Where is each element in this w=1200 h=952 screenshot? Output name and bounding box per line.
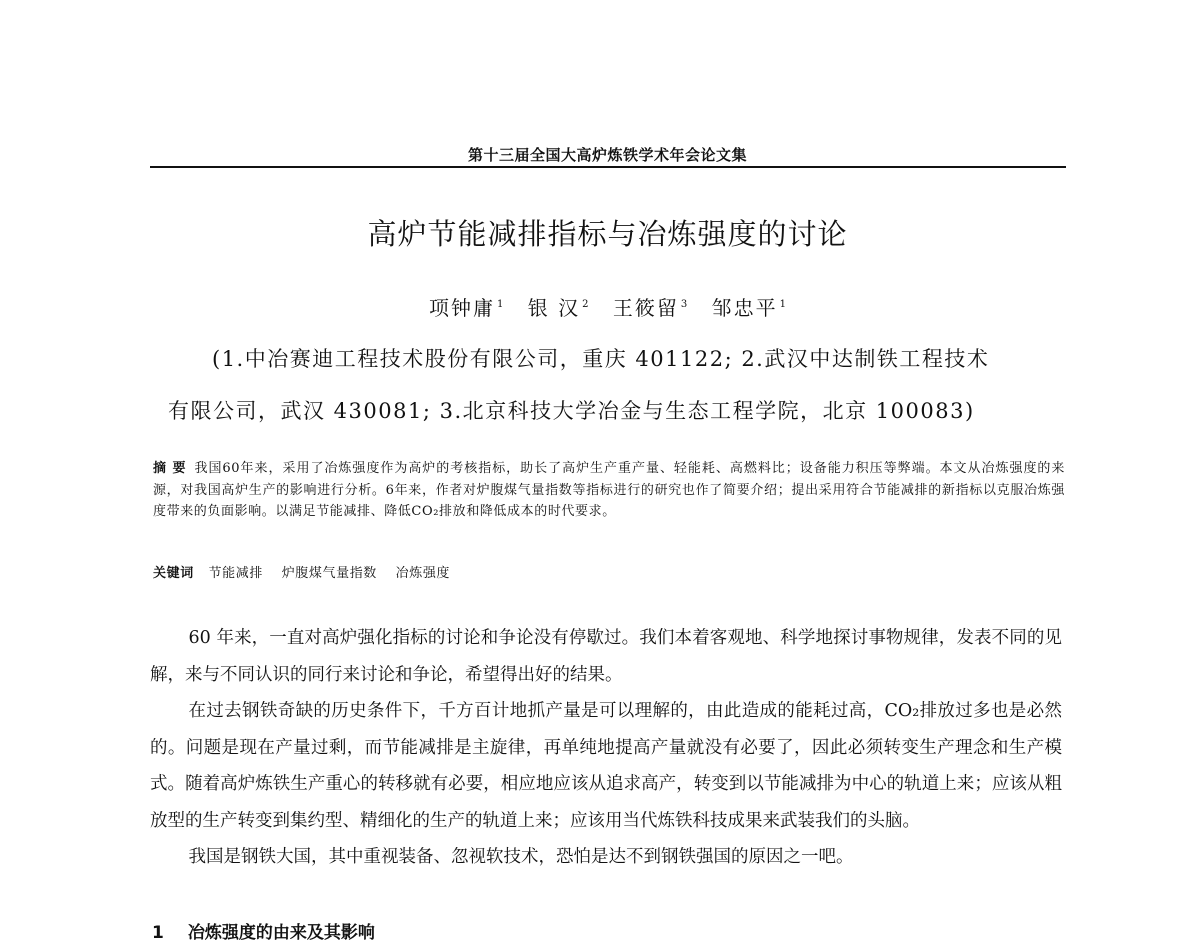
section-heading (152, 918, 375, 943)
keywords-label: 关键词 (153, 566, 194, 581)
header-rule (150, 166, 1066, 168)
author-affil-mark: 1 (779, 299, 786, 311)
author (712, 296, 786, 320)
keyword: 冶炼强度 (395, 566, 451, 581)
author-name: 邹忠平 (711, 296, 778, 320)
author-name: 王筱留 (612, 296, 679, 320)
author-name: 银 汉 (527, 296, 581, 320)
body-paragraph: 我国是钢铁大国，其中重视装备、忽视软技术，恐怕是达不到钢铁强国的原因之一吧。 (188, 847, 854, 867)
keywords (153, 562, 464, 581)
keyword: 炉腹煤气量指数 (281, 566, 377, 581)
author (429, 296, 503, 320)
author (528, 296, 589, 320)
abstract-label: 摘 要 (153, 461, 187, 476)
body-paragraph: 在过去钢铁奇缺的历史条件下，千方百计地抓产量是可以理解的，由此造成的能耗过高，CO₂排放过多也是必然的。问题是现在产量过剩，而节能减排是主旋律，再单纯地提高产量就没有必要了，因此必须转变生产理念和生产模式。随着高炉炼铁生产重心的转移就有必要，相应地应该从追求高产，转变到以节能减排为中心的轨道上来；应该从粗放型的生产转变到集约型、精细化的生产的轨道上来；应该用当代炼铁科技成果来武装我们的头脑。 (150, 701, 1062, 831)
abstract-text: 我国60年来，采用了冶炼强度作为高炉的考核指标，助长了高炉生产重产量、轻能耗、高燃料比；设备能力积压等弊端。本文从冶炼强度的来源，对我国高炉生产的影响进行分析。6年来，作者对炉腹煤气量指数等指标进行的研究也作了简要介绍；提出采用符合节能减排的新指标以克服冶炼强度带来的负面影响。以满足节能减排、降低CO₂排放和降低成本的时代要求。 (153, 461, 1065, 519)
body-paragraph: 60 年来，一直对高炉强化指标的讨论和争论没有停歇过。我们本着客观地、科学地探讨事物规律，发表不同的见解，来与不同认识的同行来讨论和争论，希望得出好的结果。 (150, 628, 1062, 685)
keyword: 节能减排 (208, 566, 263, 581)
paper-title: 高炉节能减排指标与冶炼强度的讨论 (367, 217, 848, 251)
section-title: 冶炼强度的由来及其影响 (187, 923, 375, 943)
author-affil-mark: 3 (680, 299, 688, 311)
author-list (150, 292, 1065, 321)
author-name: 项钟庸 (429, 296, 496, 320)
author-affil-mark: 2 (582, 299, 589, 311)
affiliations-line-1: (1.中冶赛迪工程技术股份有限公司，重庆 401122; 2.武汉中达制铁工程技术 (212, 347, 990, 371)
author (613, 296, 687, 320)
section-number: 1 (152, 923, 164, 943)
affiliations-line-2: 有限公司，武汉 430081; 3.北京科技大学冶金与生态工程学院，北京 100083) (168, 399, 975, 423)
abstract (153, 458, 1065, 523)
author-affil-mark: 1 (497, 299, 504, 311)
running-head: 第十三届全国大高炉炼铁学术年会论文集 (467, 146, 747, 164)
body-text (150, 620, 1062, 876)
